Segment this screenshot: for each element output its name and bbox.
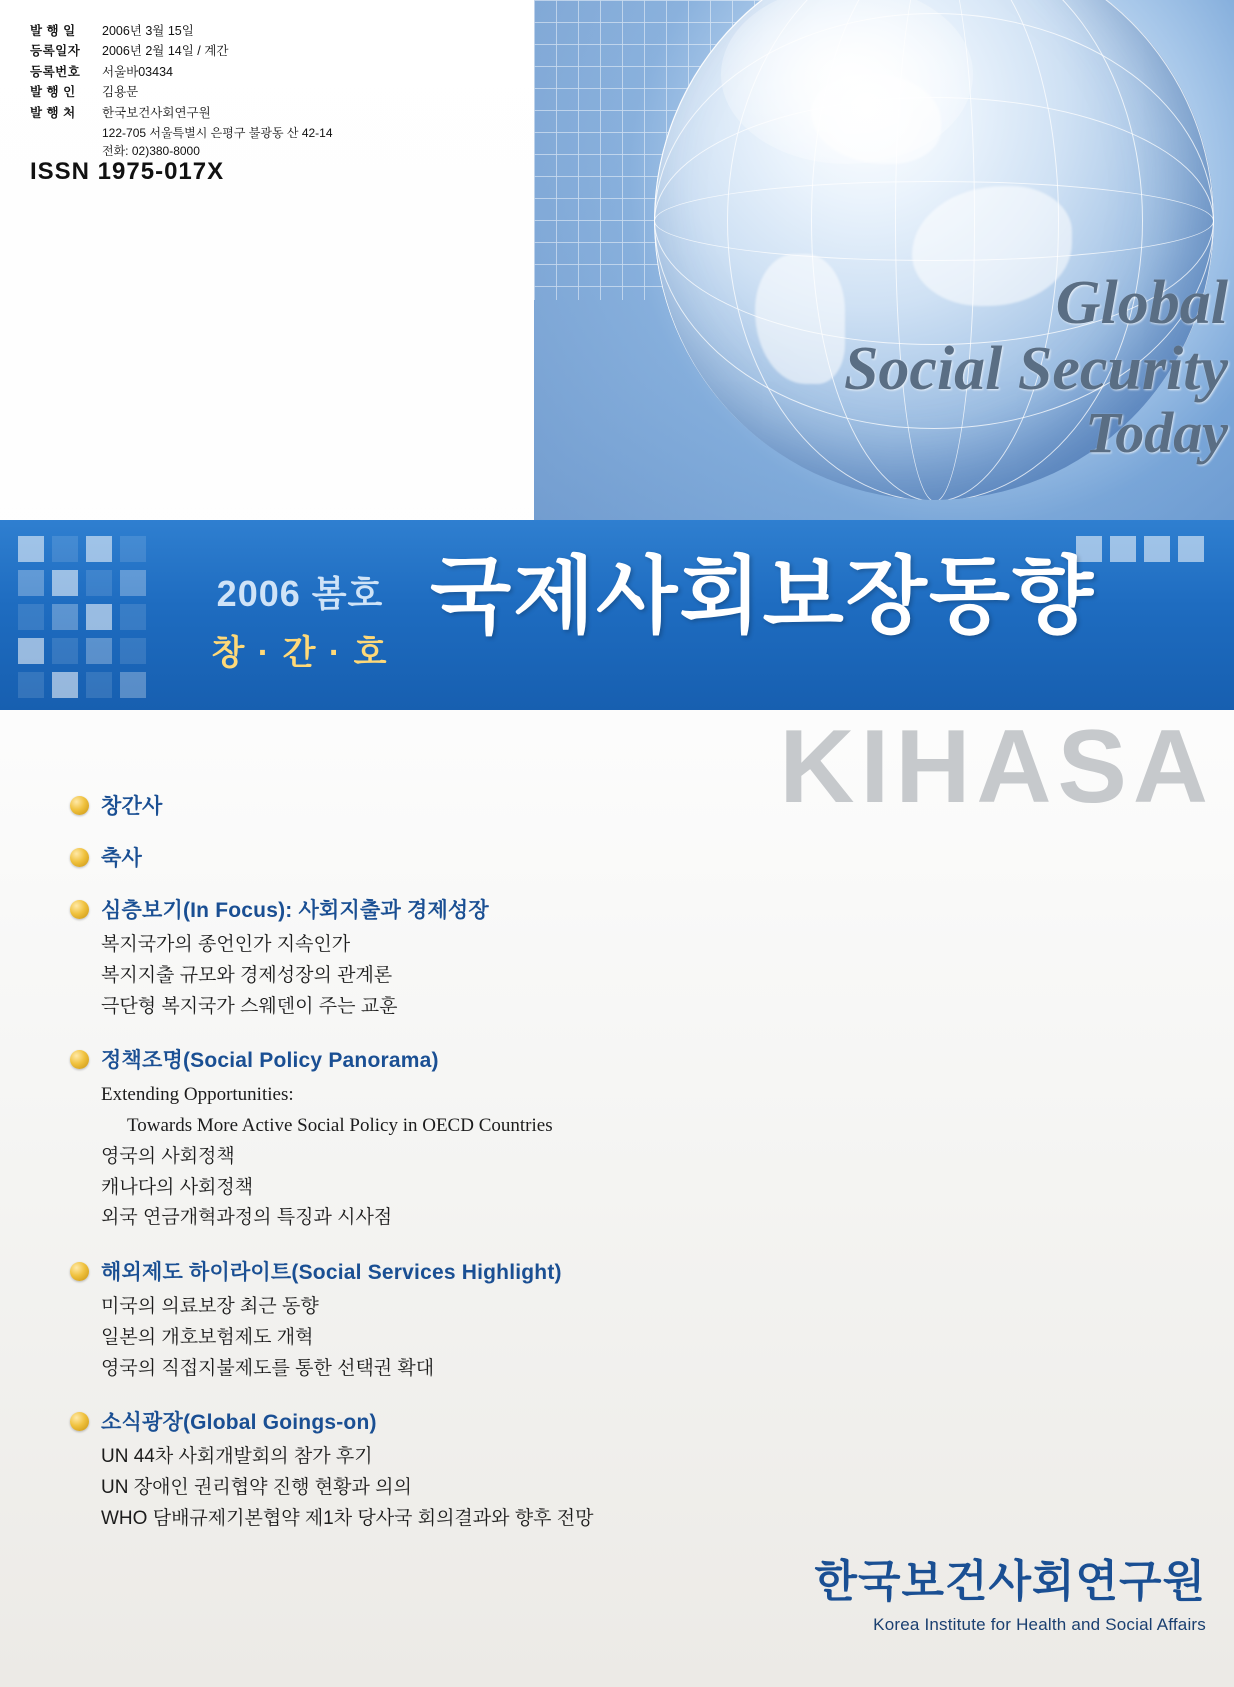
decorative-square <box>86 536 112 562</box>
imprint-value: 2006년 3월 15일 <box>102 24 194 38</box>
title-band <box>0 520 1234 710</box>
imprint-block <box>30 22 450 160</box>
bullet-icon <box>70 796 89 815</box>
imprint-phone: 전화: 02)380-8000 <box>102 143 200 158</box>
toc-entry-title: 해외제도 하이라이트(Social Services Highlight) <box>101 1261 562 1285</box>
toc-entry-title: 정책조명(Social Policy Panorama) <box>101 1049 439 1073</box>
toc-sub-list <box>101 930 710 1022</box>
toc-entry-head[interactable] <box>70 1256 710 1286</box>
decorative-square <box>18 570 44 596</box>
bullet-icon <box>70 1050 89 1069</box>
decorative-square <box>86 604 112 630</box>
toc-entry <box>70 842 710 872</box>
decorative-square <box>86 570 112 596</box>
imprint-label: 발 행 일 <box>30 24 76 38</box>
cover-artwork <box>534 0 1234 520</box>
toc-sub-item[interactable]: 영국의 사회정책 <box>101 1145 235 1167</box>
decorative-square <box>52 604 78 630</box>
toc-entry-head[interactable] <box>70 1406 710 1436</box>
issue-first-edition: 창 · 간 · 호 <box>211 634 389 672</box>
toc-sub-item[interactable]: 복지국가의 종언인가 지속인가 <box>101 934 351 955</box>
decorative-square <box>120 536 146 562</box>
decorative-square <box>120 604 146 630</box>
toc-entry-head[interactable] <box>70 790 710 820</box>
decorative-square <box>1110 536 1136 562</box>
issn-number: ISSN 1975-017X <box>30 158 225 185</box>
imprint-row <box>30 83 450 102</box>
toc-sub-list <box>101 1292 710 1384</box>
toc-sub-item[interactable]: 영국의 직접지불제도를 통한 선택권 확대 <box>101 1357 435 1379</box>
decorative-square <box>52 536 78 562</box>
toc-entry <box>70 1044 710 1234</box>
toc-sub-item[interactable]: 미국의 의료보장 최근 동향 <box>101 1296 319 1318</box>
table-of-contents <box>70 790 710 1557</box>
imprint-row <box>30 63 450 82</box>
toc-entry-title: 소식광장(Global Goings-on) <box>101 1411 377 1435</box>
toc-entry-title: 창간사 <box>101 795 163 818</box>
decorative-square <box>120 672 146 698</box>
toc-sub-list <box>101 1442 710 1534</box>
toc-sub-item[interactable]: UN 44차 사회개발회의 참가 후기 <box>101 1446 373 1468</box>
toc-entry <box>70 1406 710 1534</box>
decorative-square <box>52 672 78 698</box>
decorative-square <box>52 638 78 664</box>
decorative-square <box>120 638 146 664</box>
publisher-name-korean: 한국보건사회연구원 <box>814 1557 1206 1606</box>
decorative-square <box>52 570 78 596</box>
bullet-icon <box>70 1412 89 1431</box>
decorative-square <box>18 536 44 562</box>
issue-year: 2006 봄호 <box>216 573 384 614</box>
toc-sub-item[interactable]: Towards More Active Social Policy in OECD Countries <box>127 1115 553 1137</box>
english-title <box>843 269 1228 465</box>
imprint-value: 서울바03434 <box>102 64 173 79</box>
toc-sub-item[interactable]: Extending Opportunities: <box>101 1084 294 1106</box>
decorative-square <box>120 570 146 596</box>
imprint-row <box>30 42 450 61</box>
toc-sub-item[interactable]: 캐나다의 사회정책 <box>101 1176 254 1198</box>
toc-sub-item[interactable]: 외국 연금개혁과정의 특징과 시사점 <box>101 1207 393 1229</box>
decorative-square <box>18 604 44 630</box>
toc-sub-item[interactable]: WHO 담배규제기본협약 제1차 당사국 회의결과와 향후 전망 <box>101 1507 594 1529</box>
decorative-square <box>1144 536 1170 562</box>
imprint-row <box>30 22 450 41</box>
toc-sub-list <box>101 1080 710 1234</box>
main-title: 국제사회보장동향 <box>430 549 1096 643</box>
toc-sub-item[interactable]: 복지지출 규모와 경제성장의 관계론 <box>101 964 393 986</box>
kihasa-watermark: KIHASA <box>779 709 1214 825</box>
toc-entry-head[interactable] <box>70 894 710 924</box>
english-title-line3: Today <box>1085 400 1228 465</box>
toc-entry <box>70 894 710 1022</box>
decorative-square <box>18 638 44 664</box>
toc-entry <box>70 1256 710 1384</box>
english-title-line1: Global <box>1055 269 1228 337</box>
imprint-label: 등록번호 <box>30 64 81 79</box>
toc-entry-title: 심층보기(In Focus): 사회지출과 경제성장 <box>101 899 489 922</box>
imprint-label: 발 행 처 <box>30 105 76 120</box>
imprint-label: 발 행 인 <box>30 85 76 100</box>
bullet-icon <box>70 848 89 867</box>
publisher-block <box>814 1545 1206 1635</box>
imprint-address: 122-705 서울특별시 은평구 불광동 산 42-14 <box>102 125 333 140</box>
band-square-decoration-left <box>18 536 146 698</box>
imprint-value: 2006년 2월 14일 / 계간 <box>102 44 229 59</box>
imprint-value: 김용문 <box>102 85 139 100</box>
toc-entry-head[interactable] <box>70 842 710 872</box>
toc-sub-item[interactable]: UN 장애인 권리협약 진행 현황과 의의 <box>101 1477 412 1499</box>
decorative-square <box>18 672 44 698</box>
toc-sub-item[interactable]: 일본의 개호보험제도 개혁 <box>101 1326 314 1348</box>
band-square-decoration-right <box>1076 536 1204 562</box>
issue-label <box>185 566 415 674</box>
imprint-row <box>30 104 450 123</box>
bullet-icon <box>70 1262 89 1281</box>
decorative-square <box>1178 536 1204 562</box>
decorative-square <box>86 638 112 664</box>
bullet-icon <box>70 900 89 919</box>
toc-entry-title: 축사 <box>101 847 142 870</box>
toc-entry-head[interactable] <box>70 1044 710 1074</box>
toc-entry <box>70 790 710 820</box>
decorative-square <box>86 672 112 698</box>
publisher-name-english: Korea Institute for Health and Social Affairs <box>873 1615 1206 1634</box>
globe-parallel <box>654 181 1214 261</box>
imprint-value: 한국보건사회연구원 <box>102 105 211 120</box>
imprint-label: 등록일자 <box>30 44 81 59</box>
english-title-line2: Social Security <box>843 335 1228 403</box>
toc-sub-item[interactable]: 극단형 복지국가 스웨덴이 주는 교훈 <box>101 995 398 1017</box>
